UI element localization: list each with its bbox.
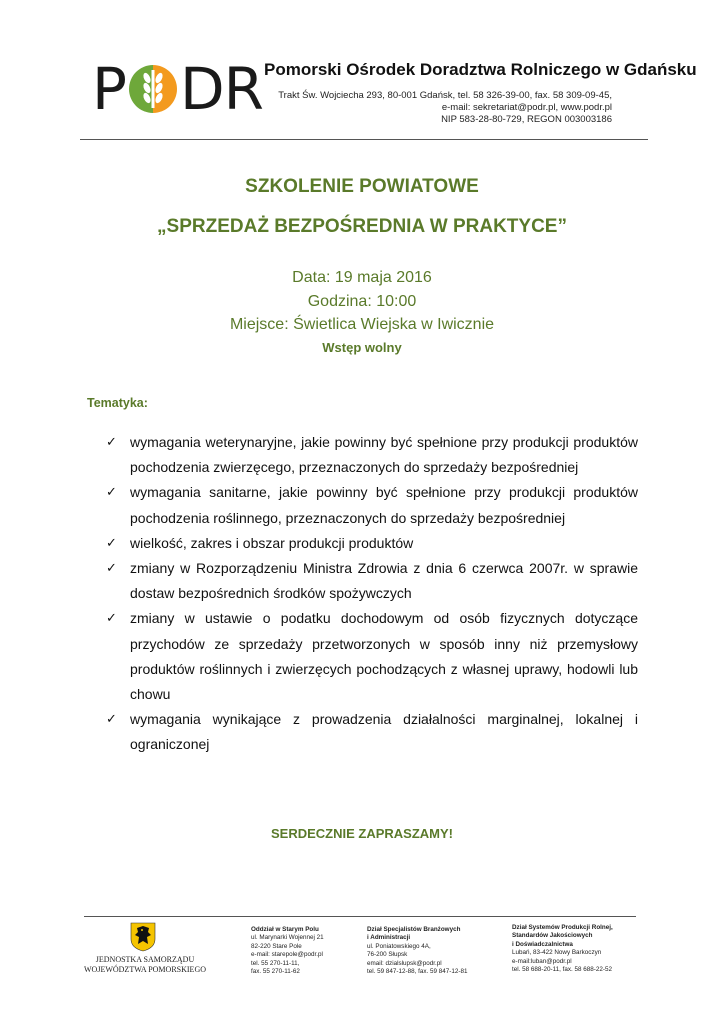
footer-branch-slupsk [367, 926, 467, 976]
footer-heading: i Administracji [367, 934, 411, 942]
footer-heading: i Doświadczalnictwa [512, 940, 573, 948]
contact-line: e-mail: sekretariat@podr.pl, www.podr.pl [441, 102, 612, 113]
check-icon: ✓ [106, 435, 117, 450]
jsw-label-line1: JEDNOSTKA SAMORZĄDU [95, 955, 195, 964]
list-item [106, 531, 638, 556]
event-title: „SPRZEDAŻ BEZPOŚREDNIA W PRAKTYCE” [157, 216, 567, 237]
event-time: Godzina: 10:00 [307, 293, 417, 310]
list-item [106, 556, 638, 606]
header-divider [80, 139, 648, 140]
footer-line: fax. 55 270-11-62 [251, 968, 300, 976]
footer-branch-stare-pole [251, 926, 324, 976]
footer-line: ul. Marynarki Wojennej 21 [251, 934, 324, 942]
event-place: Miejsce: Świetlica Wiejska w Iwicznie [229, 316, 495, 333]
check-icon: ✓ [106, 485, 117, 501]
footer-divider [84, 916, 636, 917]
footer-branch-luban [512, 924, 613, 974]
footer-line: Lubań, 83-422 Nowy Barkoczyn [512, 949, 602, 957]
list-item [106, 606, 638, 707]
tax-id-line: NIP 583-28-80-729, REGON 003003186 [441, 114, 612, 125]
topics-list [106, 430, 638, 758]
podr-logo [92, 55, 263, 123]
footer-heading: Standardów Jakościowych [512, 932, 593, 940]
check-icon: ✓ [106, 712, 117, 728]
jsw-label-line2: WOJEWÓDZTWA POMORSKIEGO [84, 965, 206, 974]
logo-letter-p: P [92, 55, 126, 123]
footer-line: e-mail:luban@podr.pl [512, 957, 572, 965]
invitation-text: SERDECZNIE ZAPRASZAMY! [270, 826, 453, 841]
list-item [106, 430, 638, 480]
logo-letter-d: D [179, 55, 224, 123]
topic-text: wymagania sanitarne, jakie powinny być spełnione przy produkcji produktów pochodzenia roślinnego, przeznaczonych do sprzedaży bezpośredniej [130, 484, 638, 526]
footer-heading: Dział Systemów Produkcji Rolnej, [512, 924, 613, 931]
logo-wheat-icon [128, 64, 178, 114]
footer-line: 82-220 Stare Pole [251, 942, 302, 950]
footer-heading: Oddział w Starym Polu [251, 926, 319, 933]
entry-note: Wstęp wolny [322, 340, 402, 355]
event-date: Data: 19 maja 2016 [292, 269, 432, 286]
check-icon: ✓ [106, 611, 117, 627]
organization-name: Pomorski Ośrodek Doradztwa Rolniczego w Gdańsku [264, 60, 697, 79]
topic-text: wymagania weterynaryjne, jakie powinny być spełnione przy produkcji produktów pochodzenia zwierzęcego, przeznaczonych do sprzedaży bezpośredniej [130, 434, 638, 476]
footer-line: tel. 58 688-20-11, fax. 58 688-22-52 [512, 966, 613, 974]
topic-text: wielkość, zakres i obszar produkcji produktów [130, 534, 414, 551]
pomorskie-crest-icon [130, 922, 156, 952]
topic-text: wymagania wynikające z prowadzenia działalności marginalnej, lokalnej i ograniczonej [130, 711, 638, 753]
footer-line: e-mail: starepole@podr.pl [251, 951, 323, 959]
event-type-title: SZKOLENIE POWIATOWE [245, 176, 479, 197]
address-line: Trakt Św. Wojciecha 293, 80-001 Gdańsk, tel. 58 326-39-00, fax. 58 309-09-45, [278, 90, 612, 101]
footer-line: email: dzialslupsk@podr.pl [367, 959, 442, 967]
footer-heading: Dział Specjalistów Branżowych [367, 926, 461, 933]
footer-line: tel. 59 847-12-88, fax. 59 847-12-81 [367, 968, 468, 976]
logo-letter-r: R [223, 55, 263, 123]
footer-line: tel. 55 270-11-11, [251, 959, 300, 967]
footer-line: ul. Poniatowskiego 4A, [367, 942, 431, 950]
footer-line: 76-200 Słupsk [367, 951, 408, 959]
list-item [106, 707, 638, 757]
check-icon: ✓ [106, 535, 117, 551]
topic-text: zmiany w Rozporządzeniu Ministra Zdrowia z dnia 6 czerwca 2007r. w sprawie dostaw bezpośrednich środków spożywczych [130, 560, 638, 602]
check-icon: ✓ [106, 561, 117, 577]
list-item [106, 480, 638, 530]
topic-text: zmiany w ustawie o podatku dochodowym od osób fizycznych dotyczące przychodów ze sprzedaży przetworzonych w sposób inny niż przemysłowy produktów roślinnych i zwierzęcych pochodzących z własnej uprawy, hodowli lub chowu [130, 610, 638, 703]
topics-heading: Tematyka: [87, 396, 148, 410]
